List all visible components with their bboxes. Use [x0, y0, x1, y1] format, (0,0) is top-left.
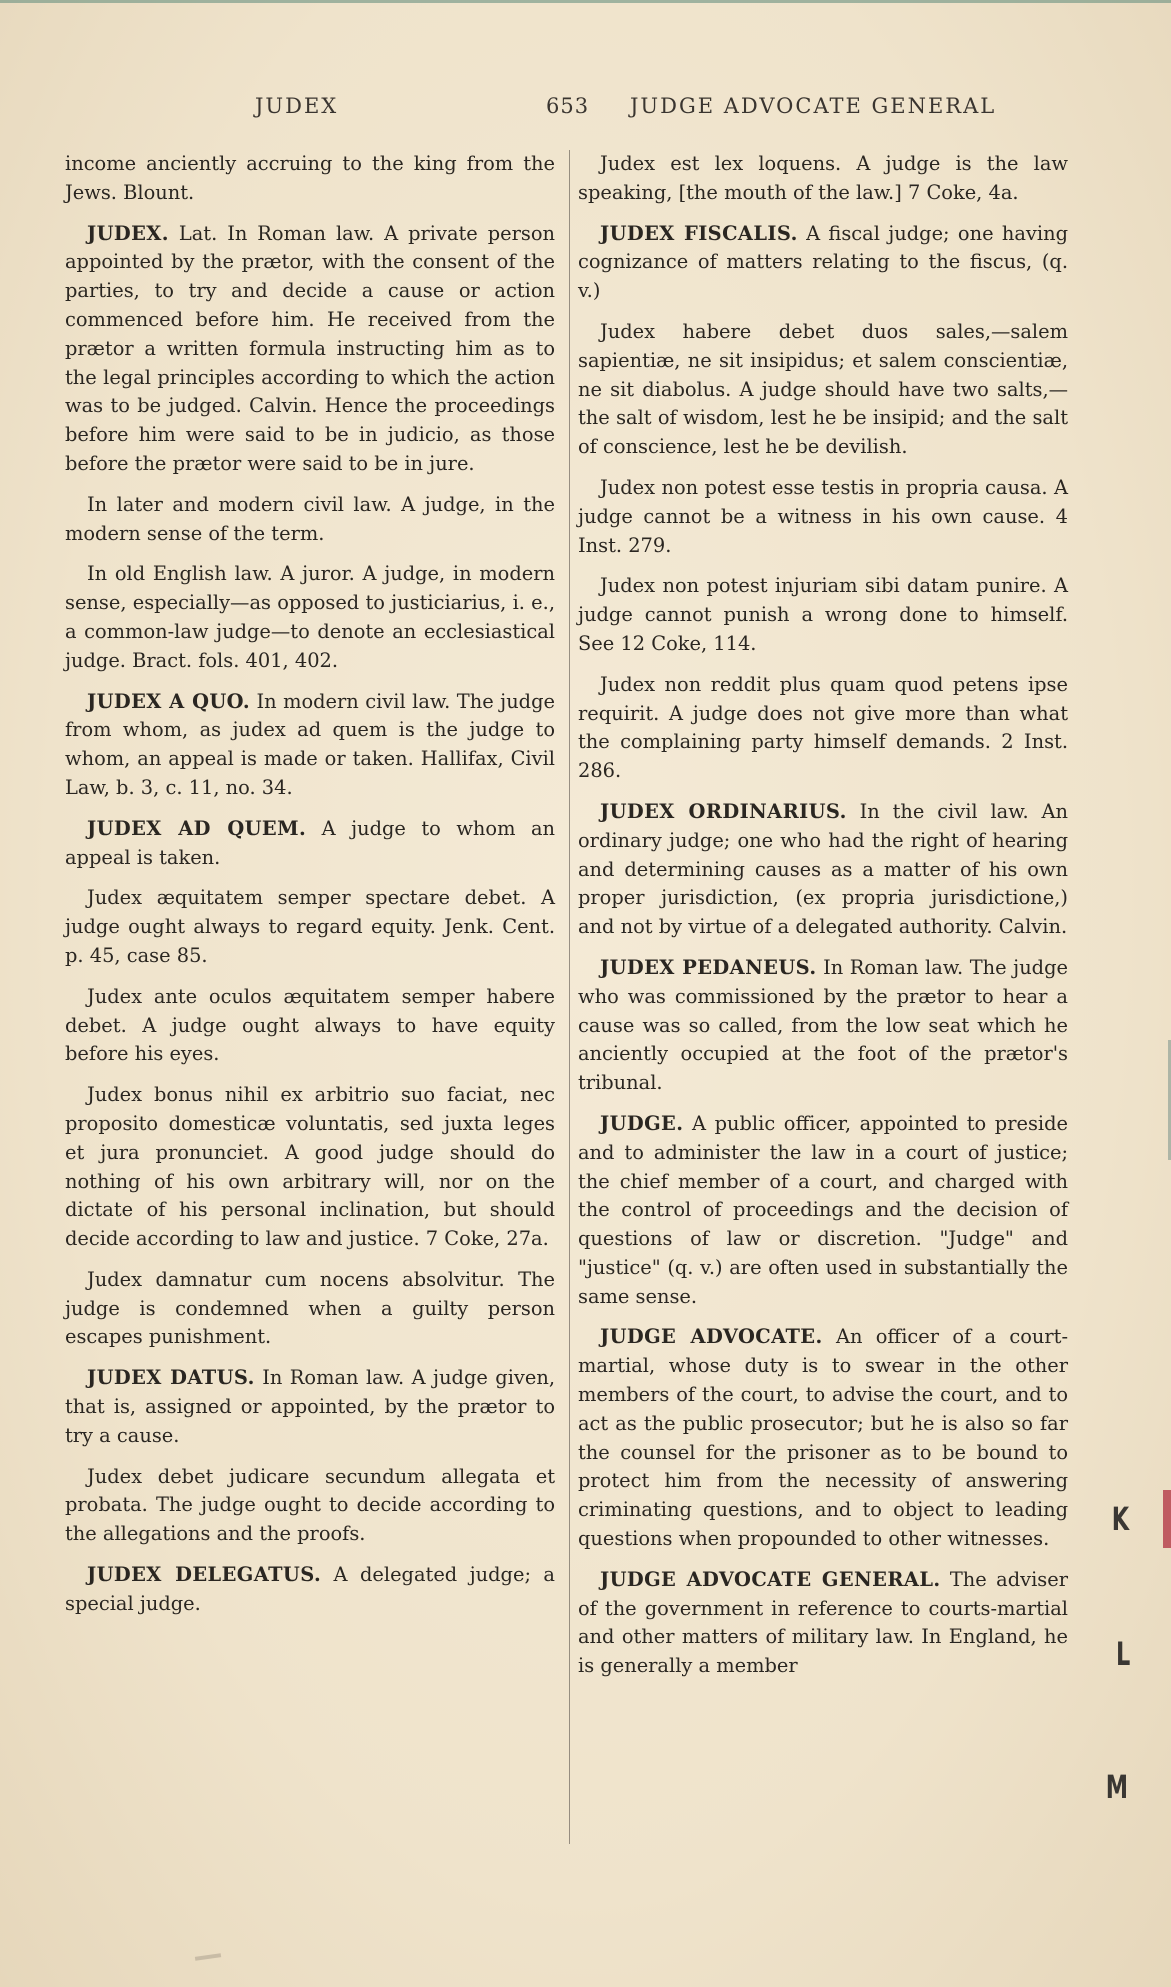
entry-body: Judex ante oculos æquitatem semper habere debet. A judge ought always to have equity before his eyes. [65, 984, 555, 1066]
entry-body: In Roman law. The judge who was commissioned by the prætor to hear a cause was so called, from the low seat which he anciently occupied at the foot of the prætor's tribunal. [578, 955, 1068, 1095]
entry-headword: JUDGE ADVOCATE GENERAL. [600, 1567, 941, 1591]
entry-body: A fiscal judge; one having cognizance of matters relating to the fiscus, (q. v.) [578, 221, 1068, 303]
dictionary-entry [578, 150, 1068, 208]
entry-body: Judex non potest injuriam sibi datam punire. A judge cannot punish a wrong done to himself. See 12 Coke, 114. [578, 574, 1068, 655]
dictionary-entry [578, 1323, 1068, 1553]
entry-body: The adviser of the government in reference to courts-martial and other matters of military law. In England, he is generally a member [578, 1567, 1068, 1678]
entry-headword: JUDEX PEDANEUS. [600, 955, 817, 979]
red-edge-mark [1163, 1490, 1171, 1548]
entry-body: In later and modern civil law. A judge, in the modern sense of the term. [65, 492, 555, 545]
entry-headword: JUDEX DELEGATUS. [87, 1563, 322, 1587]
dictionary-entry [65, 150, 555, 208]
entry-headword: JUDEX DATUS. [87, 1366, 255, 1390]
entry-body: Judex æquitatem semper spectare debet. A judge ought always to regard equity. Jenk. Cent. p. 45, case 85. [65, 886, 555, 967]
right-column [578, 150, 1068, 1693]
dictionary-entry [578, 1566, 1068, 1681]
entry-body: Judex damnatur cum nocens absolvitur. The judge is condemned when a guilty person escapes punishment. [65, 1267, 555, 1349]
entry-body: A delegated judge; a special judge. [65, 1563, 555, 1615]
dictionary-entry [578, 954, 1068, 1098]
entry-body: income anciently accruing to the king from the Jews. Blount. [65, 152, 555, 204]
thumb-index-k: K [1111, 1500, 1130, 1538]
dictionary-entry [65, 1364, 555, 1450]
entry-body: Judex est lex loquens. A judge is the law speaking, [the mouth of the law.] 7 Coke, 4a. [578, 152, 1068, 204]
dictionary-entry [578, 220, 1068, 306]
dictionary-entry [65, 983, 555, 1069]
dictionary-entry [578, 1110, 1068, 1312]
dictionary-entry [65, 1266, 555, 1352]
entry-headword: JUDGE ADVOCATE. [600, 1325, 823, 1349]
dictionary-entry [578, 318, 1068, 462]
dictionary-entry [65, 491, 555, 549]
entry-body: Judex bonus nihil ex arbitrio suo faciat, nec proposito domesticæ voluntatis, sed juxta leges et jura pronunciet. A good judge should do nothing of his own arbitrary will, nor on the dictate of his personal inclination, but should decide according to law and justice. 7 Coke, 27a. [65, 1083, 555, 1251]
entry-body: Judex non reddit plus quam quod petens ipse requirit. A judge does not give more than what the complaining party himself demands. 2 Inst. 286. [578, 672, 1068, 783]
dictionary-entry [578, 474, 1068, 560]
header-left-word: JUDEX [255, 94, 339, 118]
entry-body: A public officer, appointed to preside and to administer the law in a court of justice; the chief member of a court, and charged with the control of proceedings and the decision of questions of law or discretion. "Judge" and "justice" (q. v.) are often used in substantially the same sense. [578, 1111, 1068, 1308]
dictionary-entry [65, 884, 555, 970]
entry-headword: JUDEX A QUO. [87, 689, 250, 713]
entry-headword: JUDEX ORDINARIUS. [600, 799, 847, 823]
page-number: 653 [546, 94, 590, 118]
entry-body: In the civil law. An ordinary judge; one who had the right of hearing and determining causes as a matter of his own proper jurisdiction, (ex propria jurisdictione,) and not by virtue of a delegated authority. Calvin. [578, 799, 1069, 939]
entry-body: Lat. In Roman law. A private person appointed by the prætor, with the consent of the parties, to try and decide a cause or action commenced before him. He received from the prætor a written formula instructing him as to the legal principles according to which the action was to be judged. Calvin. Hence the proceedings before him were said to be in judicio, as those before the prætor were said to be in jure. [65, 221, 555, 475]
thumb-index-m: M [1105, 1768, 1129, 1806]
entry-body: A judge to whom an appeal is taken. [65, 816, 555, 869]
ink-smudge [195, 1953, 221, 1961]
entry-body: An officer of a court-martial, whose duty is to swear in the other members of the court, to advise the court, and to act as the public prosecutor; but he is also so far the counsel for the prisoner as to be bound to protect him from the necessity of answering criminating questions, and to object to leading questions when propounded to other witnesses. [578, 1325, 1068, 1551]
dictionary-entry [578, 671, 1068, 786]
dictionary-entry [65, 220, 555, 479]
top-edge-line [0, 0, 1171, 3]
dictionary-entry [578, 798, 1068, 942]
column-divider [569, 150, 570, 1844]
dictionary-entry [65, 815, 555, 873]
entry-headword: JUDEX FISCALIS. [600, 221, 798, 245]
entry-headword: JUDEX. [87, 221, 169, 245]
dictionary-entry [65, 1463, 555, 1549]
dictionary-entry [65, 560, 555, 675]
entry-body: In modern civil law. The judge from whom, as judex ad quem is the judge to whom, an appeal is made or taken. Hallifax, Civil Law, b. 3, c. 11, no. 34. [65, 689, 555, 799]
dictionary-entry [65, 688, 555, 803]
thumb-index-l: L [1115, 1635, 1130, 1673]
entry-body: Judex non potest esse testis in propria causa. A judge cannot be a witness in his own cause. 4 Inst. 279. [578, 475, 1068, 557]
entry-body: In Roman law. A judge given, that is, assigned or appointed, by the prætor to try a cause. [65, 1366, 555, 1447]
entry-body: Judex habere debet duos sales,—salem sapientiæ, ne sit insipidus; et salem conscientiæ, ne sit diabolus. A judge should have two salts,—the salt of wisdom, lest he be insipid; and the salt of conscience, lest he be devilish. [578, 319, 1068, 459]
entry-body: Judex debet judicare secundum allegata et probata. The judge ought to decide according to the allegations and the proofs. [65, 1464, 555, 1546]
entry-body: In old English law. A juror. A judge, in modern sense, especially—as opposed to justiciarius, i. e., a common-law judge—to denote an ecclesiastical judge. Bract. fols. 401, 402. [65, 562, 555, 672]
left-column [65, 150, 555, 1631]
entry-headword: JUDEX AD QUEM. [87, 816, 307, 840]
dictionary-entry [578, 572, 1068, 658]
header-right-word: JUDGE ADVOCATE GENERAL [630, 94, 997, 118]
dictionary-entry [65, 1081, 555, 1254]
running-header [60, 94, 1080, 124]
entry-headword: JUDGE. [600, 1111, 684, 1135]
dictionary-entry [65, 1561, 555, 1619]
